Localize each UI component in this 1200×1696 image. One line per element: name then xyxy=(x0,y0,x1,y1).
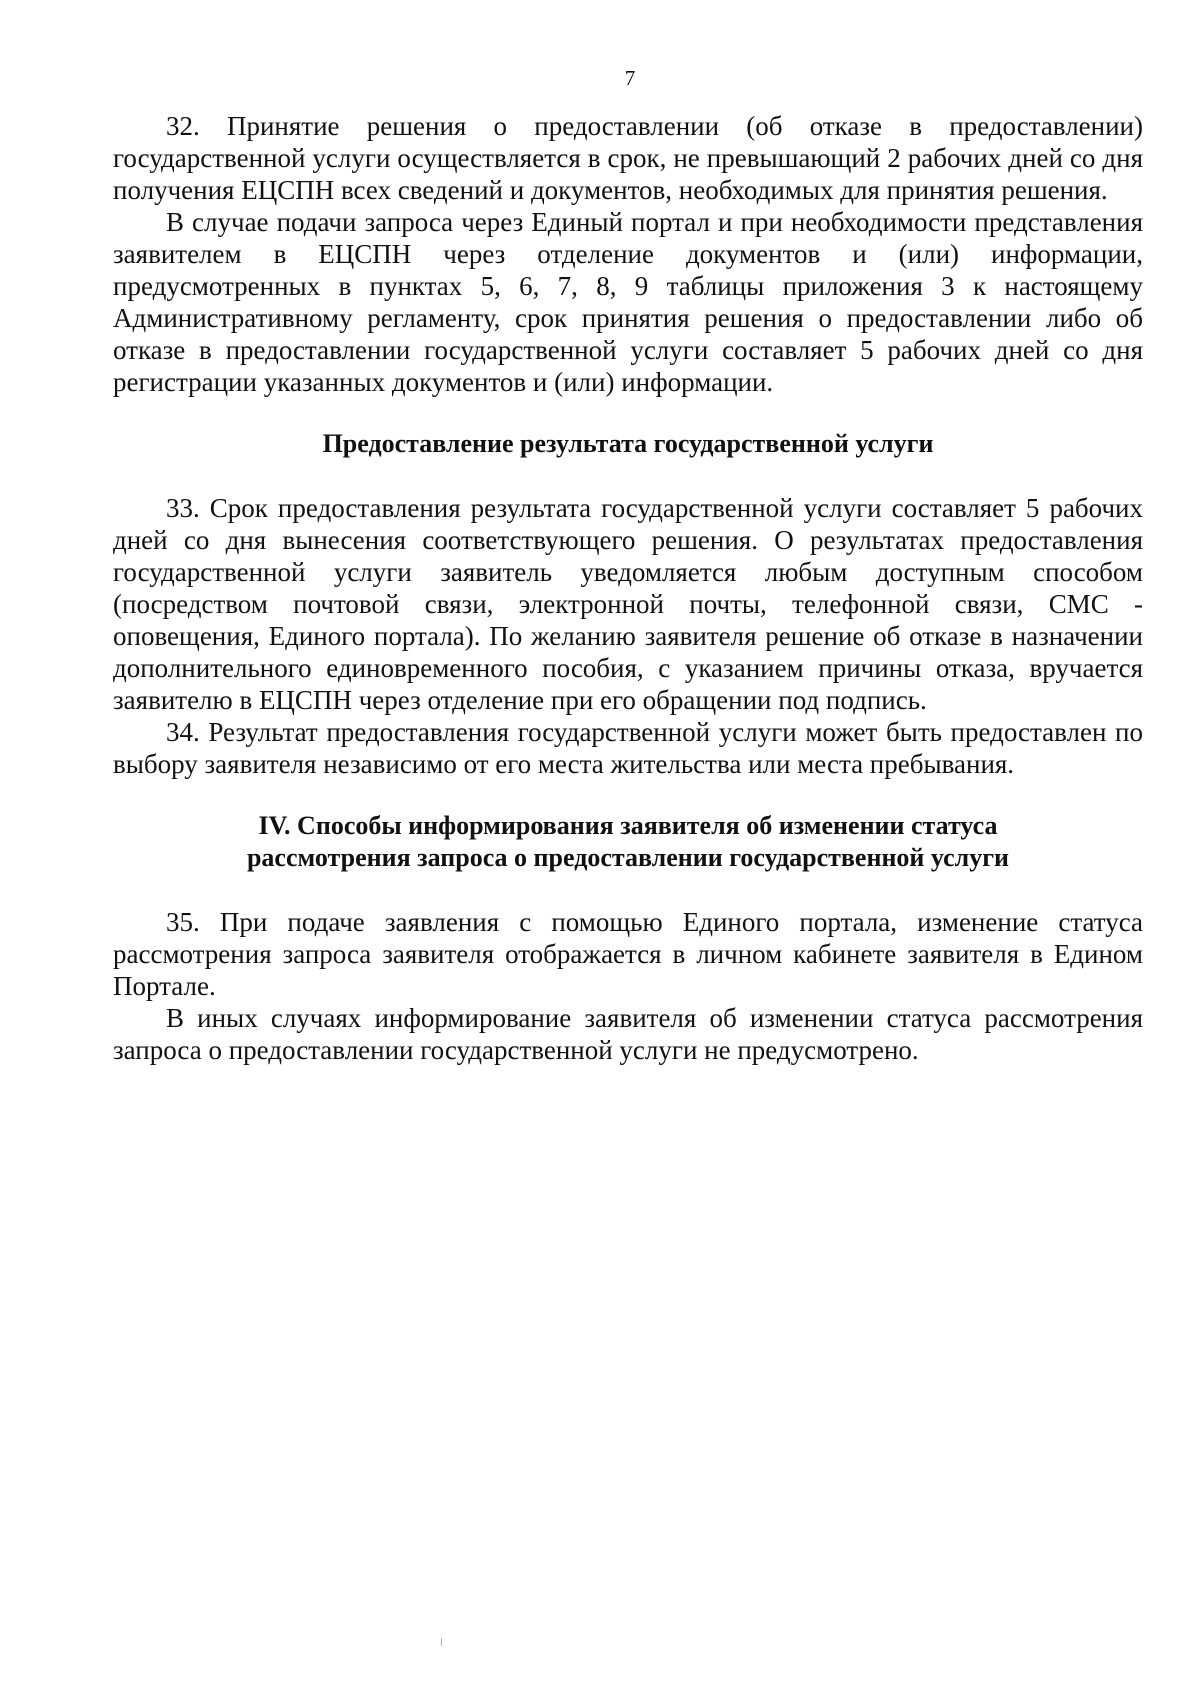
scan-artifact-mark xyxy=(441,1638,442,1646)
spacer xyxy=(113,398,1143,428)
paragraph-35-portal-status: 35. При подаче заявления с помощью Единого портала, изменение статуса рассмотрения запроса заявителя отображается в личном кабинете заявителя в Едином Портале. xyxy=(113,907,1143,1001)
page-number: 7 xyxy=(624,66,636,90)
spacer xyxy=(113,460,1143,492)
paragraph-33-result-term: 33. Срок предоставления результата государственной услуги составляет 5 рабочих дней со дня вынесения соответствующего решения. О результатах предоставления государственной услуги заявитель уведомляется любым доступным способом (посредством почтовой связи, электронной почты, телефонной связи, СМС - оповещения, Единого портала). По желанию заявителя решение об отказе в назначении дополнительного единовременного пособия, с указанием причины отказа, вручается заявителю в ЕЦСПН через отделение при его обращении под подпись. xyxy=(113,493,1143,715)
paragraph-32-decision-term: 32. Принятие решения о предоставлении (об отказе в предоставлении) государственной услуги осуществляется в срок, не превышающий 2 рабочих дней со дня получения ЕЦСПН всех сведений и документов, необходимых для принятия решения. xyxy=(113,111,1143,205)
spacer xyxy=(113,874,1143,906)
paragraph-32-portal-case: В случае подачи запроса через Единый портал и при необходимости представления заявителем в ЕЦСПН через отделение документов и (или) информации, предусмотренных в пунктах 5, 6, 7, 8, 9 таблицы приложения 3 к настоящему Административному регламенту, срок принятия решения о предоставлении либо об отказе в предоставлении государственной услуги составляет 5 рабочих дней со дня регистрации указанных документов и (или) информации. xyxy=(113,207,1143,397)
section-heading-iv-line2: рассмотрения запроса о предоставлении государственной услуги xyxy=(246,843,1010,872)
spacer xyxy=(113,780,1143,810)
paragraph-34-result-choice: 34. Результат предоставления государственной услуги может быть предоставлен по выбору заявителя независимо от его места жительства или места пребывания. xyxy=(113,717,1143,779)
section-heading-iv-line1: IV. Способы информирования заявителя об изменении статуса xyxy=(258,811,998,840)
document-body xyxy=(113,110,1143,1066)
section-heading-result: Предоставление результата государственной услуги xyxy=(322,429,934,458)
paragraph-35-other-cases: В иных случаях информирование заявителя об изменении статуса рассмотрения запроса о предоставлении государственной услуги не предусмотрено. xyxy=(113,1003,1143,1065)
